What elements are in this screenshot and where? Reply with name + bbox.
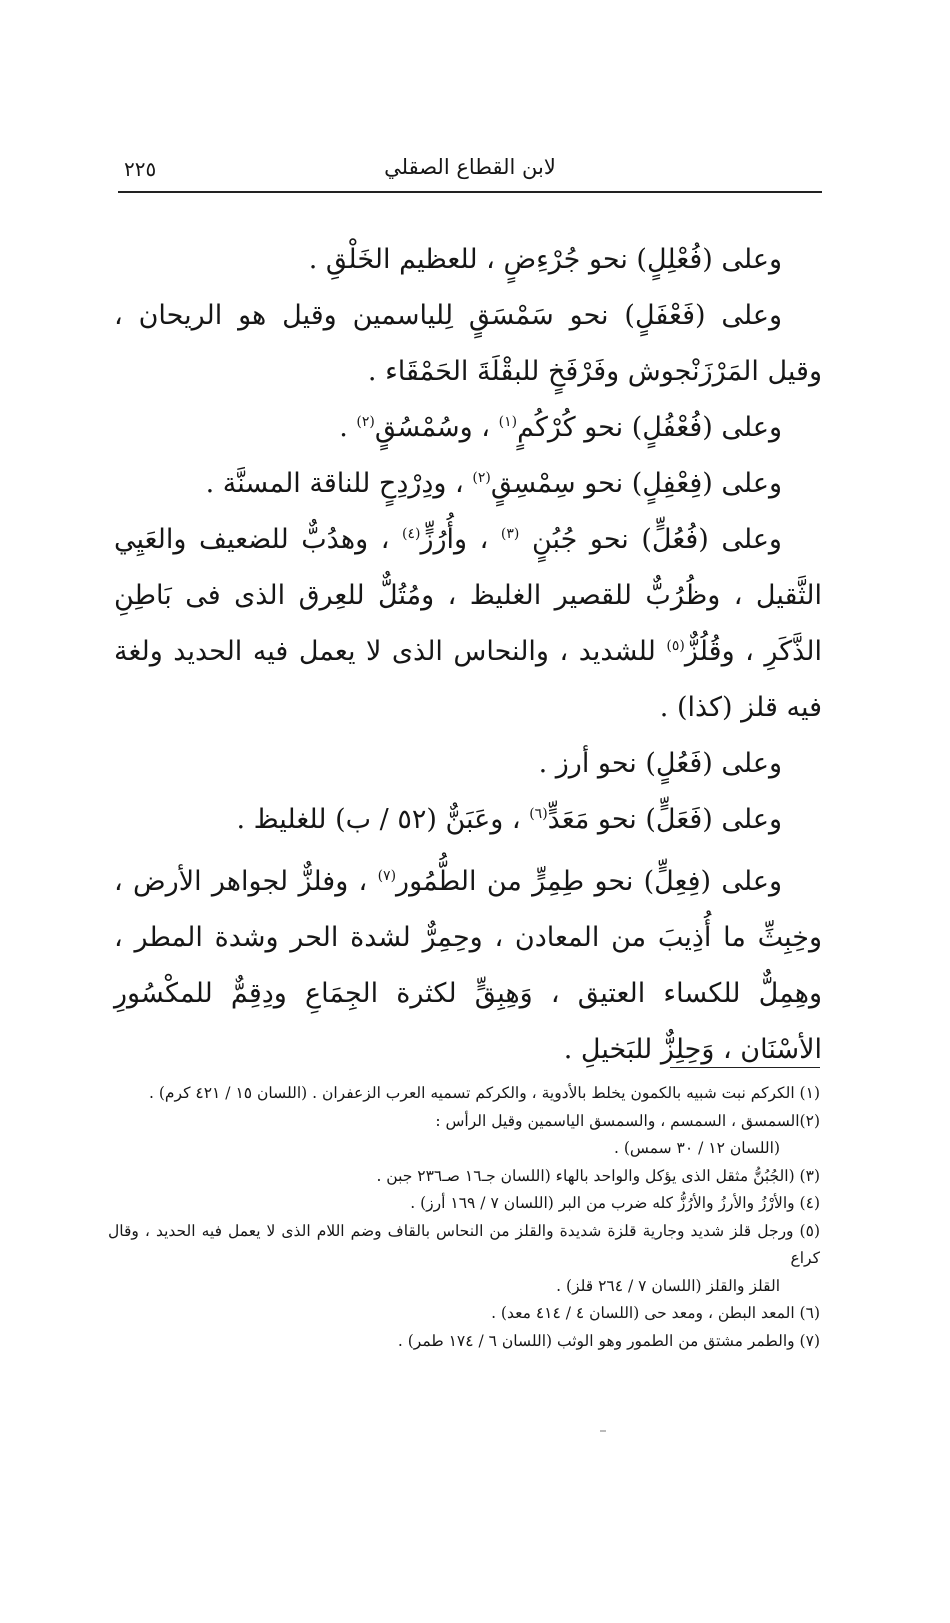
- footnote-7: (٧) والطمر مشتق من الطمور وهو الوثب (اللسان ٦ / ١٧٤ طمر) .: [397, 1331, 820, 1350]
- footnote-marker-2b: (٢): [472, 470, 491, 486]
- paragraph-8: [114, 854, 822, 1078]
- footnote-2-continuation: (اللسان ١٢ / ٣٠ سمس) .: [613, 1139, 780, 1157]
- paragraph-5-mid: ، وأُرُزٍّ: [420, 524, 489, 555]
- paragraph-7: [114, 792, 822, 848]
- paragraph-7-text: وعلى (فَعَلٍّ) نحو مَعَدٍّ: [547, 804, 782, 835]
- paragraph-4-text: وعلى (فِعْفِلٍ) نحو سِمْسِقٍ: [490, 468, 782, 499]
- page-header: [118, 153, 822, 193]
- paragraph-1: وعلى (فُعْلِلٍ) نحو جُرْءِضٍ ، للعظيم الخَلْقِ .: [308, 244, 782, 275]
- paragraph-5: [114, 512, 822, 736]
- paragraph-7-rest: ، وعَبَنٌّ (٥٢ / ب) للغليظ .: [236, 804, 521, 835]
- paragraph-2: وعلى (فَعْفَلٍ) نحو سَمْسَقٍ لِلياسمين وقيل هو الريحان ، وقيل المَرْزَنْجوش وفَرْفَخٍ للبقْلَةَ الحَمْقَاء .: [114, 300, 822, 387]
- footnote-4: (٤) والأرْزُ والأرزُ والأرُزُّ كله ضرب من البر (اللسان ٧ / ١٦٩ أرز) .: [410, 1194, 820, 1212]
- scan-speck: [600, 1430, 606, 1432]
- paragraph-8-text: وعلى (فِعِلٍّ) نحو طِمِرٍّ من الطُّمُور: [396, 866, 782, 897]
- main-text: [114, 232, 822, 1078]
- paragraph-3-end: .: [339, 412, 348, 443]
- footnote-marker-2: (٢): [356, 414, 375, 430]
- footnote-marker-7: (٧): [377, 868, 397, 884]
- paragraph-3-rest: ، وسُمْسُقٍ: [374, 412, 491, 443]
- page-number: ٢٢٥: [124, 157, 157, 181]
- footnote-marker-3: (٣): [500, 526, 520, 542]
- paragraph-4: [114, 456, 822, 512]
- footnote-5-continuation: القلز والقلز (اللسان ٧ / ٢٦٤ قلز) .: [556, 1276, 780, 1295]
- paragraph-8-rest: ، وفلزٌّ لجواهر الأرض ، وخِبِثِّ ما أُذِيبَ من المعادن ، وحِمِرٌّ لشدة الحر وشدة المطر ، وهِمِلٌّ للكساء العتيق ، وَهِبِقٍّ لكثرة الجِمَاعِ ودِقِمٌّ للمكْسُورِ الأسْنَان ، وَحِلِزٌّ للبَخيلِ .: [114, 866, 822, 1065]
- paragraph-5-text: وعلى (فُعُلٍّ) نحو جُبُنٍ: [531, 524, 782, 555]
- footnote-1: (١) الكركم نبت شبيه بالكمون يخلط بالأدوية ، والكركم تسميه العرب الزعفران . (اللسان ١٥ / ٤٢١ كرم) .: [149, 1084, 820, 1102]
- footnote-5: (٥) ورجل قلز شديد وجارية قلزة شديدة والقلز من النحاس بالقاف وضم اللام الذى لا يعمل فيه الحديد ، وقال كراع: [108, 1221, 820, 1267]
- footnote-marker-4: (٤): [401, 526, 421, 542]
- footnote-marker-1: (١): [498, 414, 518, 430]
- paragraph-3: [114, 400, 822, 456]
- paragraph-5-end: للشديد ، والنحاس الذى لا يعمل فيه الحديد ولغة فيه قلز (كذا) .: [114, 636, 822, 723]
- footnote-6: (٦) المعد البطن ، ومعد حى (اللسان ٤ / ٤١٤ معد) .: [491, 1304, 820, 1322]
- paragraph-4-rest: ، ودِرْدِحٍ للناقة المسنَّة .: [205, 468, 464, 499]
- paragraph-3-text: وعلى (فُعْفُلٍ) نحو كُرْكُمٍ: [517, 412, 782, 443]
- paragraph-5-rest: ، وهدُبٌّ للضعيف والعَيِي الثَّقيل ، وظُرُبٌّ للقصير الغليظ ، ومُتُلٌّ للعِرق الذى فى بَاطِنِ الذَّكَرِ ، وقُلُزٌّ: [114, 524, 823, 667]
- footnote-2: (٢)السمسق ، السمسم ، والسمسق الياسمين وقيل الرأس :: [435, 1111, 820, 1130]
- running-title: لابن القطاع الصقلي: [384, 155, 556, 179]
- footnote-marker-5: (٥): [666, 638, 685, 654]
- footnote-separator: [670, 1067, 820, 1068]
- footnote-3: (٣) (الجُبُنُّ مثقل الذى يؤكل والواحد بالهاء (اللسان جـ١٦ صـ٢٣٦ جبن .: [376, 1166, 820, 1185]
- paragraph-6: وعلى (فَعُلٍ) نحو أرز .: [538, 748, 782, 779]
- footnotes: [108, 1080, 820, 1355]
- footnote-marker-6: (٦): [529, 806, 548, 822]
